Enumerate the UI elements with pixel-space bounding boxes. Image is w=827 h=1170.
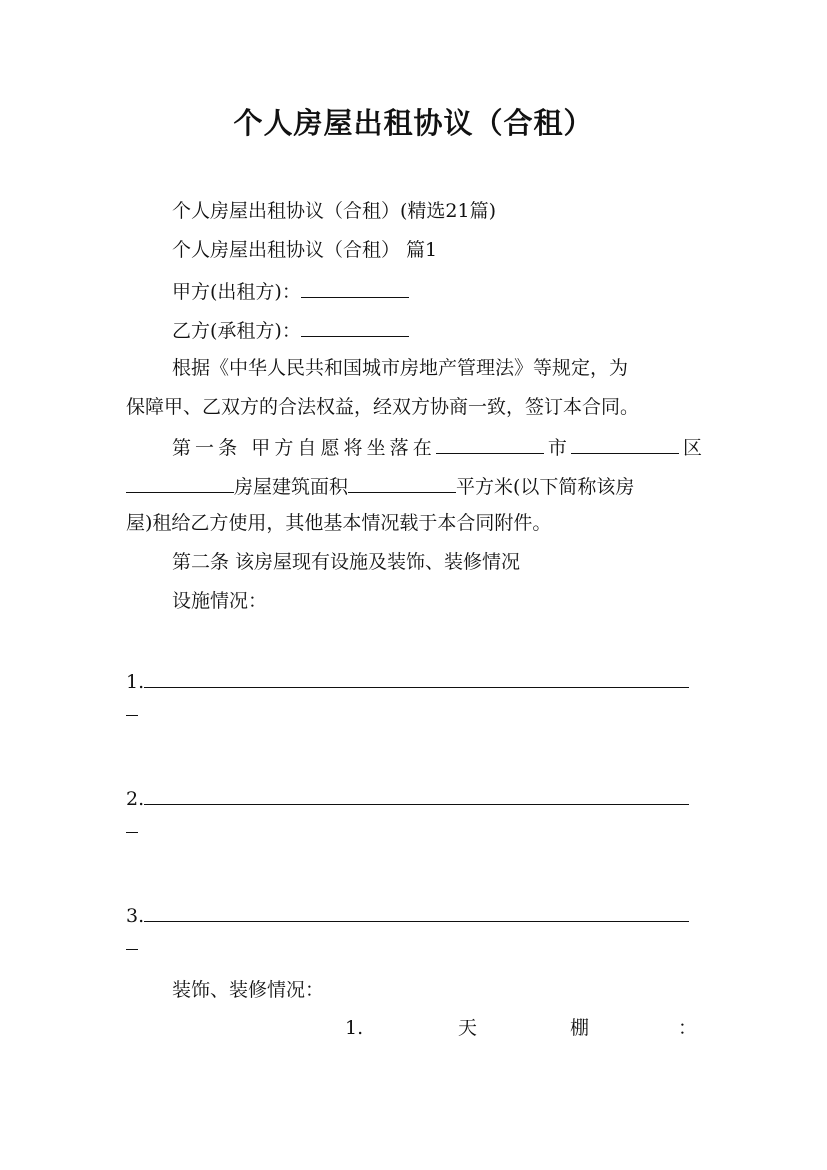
item-blank: [144, 784, 689, 805]
article1-line1: [172, 433, 702, 461]
facility-item-2: [126, 784, 696, 812]
document-title: 个人房屋出租协议（合租）: [233, 106, 594, 140]
para1-line2: 保障甲、乙双方的合法权益，经双方协商一致，签订本合同。: [126, 396, 640, 418]
party-a-line: [172, 277, 702, 305]
area-unit: 平方米(以下简称该房: [456, 476, 635, 498]
ceiling-char-1: 天: [458, 1017, 478, 1039]
district-blank: [571, 433, 679, 454]
party-b-line: [172, 316, 702, 344]
ceiling-char-2: 棚: [570, 1017, 590, 1039]
para1-line1: 根据《中华人民共和国城市房地产管理法》等规定，为: [172, 357, 629, 379]
item-blank-tail: [126, 832, 138, 833]
item-number: 1.: [126, 671, 145, 693]
party-a-label: 甲方(出租方)：: [172, 281, 301, 303]
area-blank: [348, 472, 456, 493]
item-blank-tail: [126, 715, 138, 716]
chapter-heading: 个人房屋出租协议（合租） 篇1: [172, 239, 438, 261]
article1-line3: 屋)租给乙方使用，其他基本情况载于本合同附件。: [126, 512, 552, 534]
party-b-label: 乙方(承租方)：: [172, 320, 301, 342]
item-blank: [144, 901, 689, 922]
address-blank: [126, 472, 234, 493]
facilities-label: 设施情况：: [172, 590, 268, 612]
item-blank-tail: [126, 949, 138, 950]
city-label: 市: [543, 437, 571, 459]
item-number: 3.: [126, 905, 145, 927]
party-a-blank: [301, 277, 409, 298]
party-b-blank: [301, 316, 409, 337]
area-label: 房屋建筑面积: [234, 476, 349, 498]
ceiling-number: 1.: [345, 1017, 364, 1039]
city-blank: [436, 433, 544, 454]
article1-line2: [126, 472, 702, 500]
article2-heading: 第二条 该房屋现有设施及装饰、装修情况: [172, 551, 521, 573]
article1-location-label: 第一条 甲方自愿将坐落在: [172, 437, 436, 459]
subtitle: 个人房屋出租协议（合租）(精选21篇): [172, 200, 497, 222]
facility-item-1: [126, 667, 696, 695]
ceiling-colon: ：: [678, 1017, 698, 1039]
facility-item-3: [126, 901, 696, 929]
item-number: 2.: [126, 788, 145, 810]
district-label: 区: [678, 437, 702, 459]
item-blank: [144, 667, 689, 688]
decoration-label: 装饰、装修情况：: [172, 979, 325, 1001]
